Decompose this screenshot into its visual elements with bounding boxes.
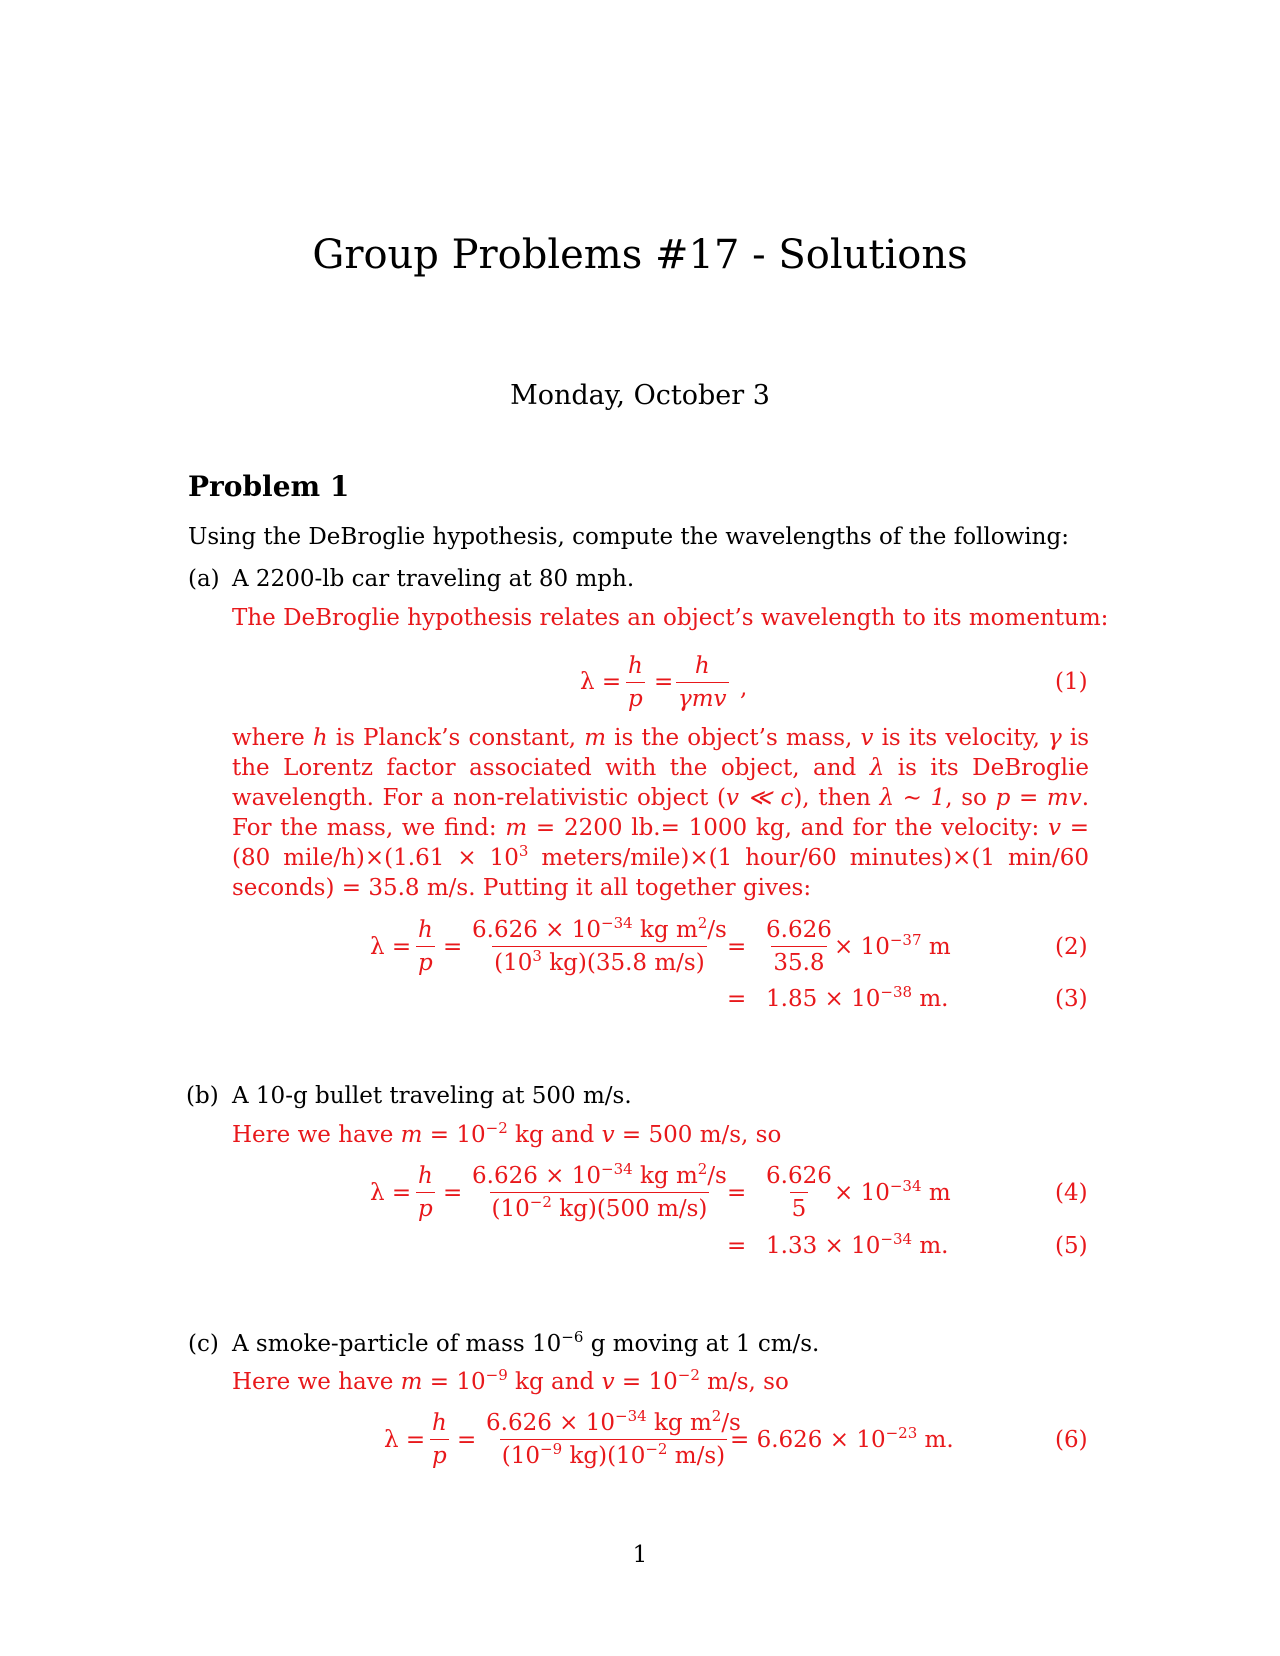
eq3-number: (3) <box>1055 986 1088 1012</box>
part-c-label: (c) <box>188 1331 219 1357</box>
eq1-f1-num: h <box>628 653 643 679</box>
eq1-lhs: λ = <box>580 669 622 695</box>
eq5-number: (5) <box>1055 1233 1088 1259</box>
page-number: 1 <box>632 1542 648 1568</box>
eq4-main-fraction: $\frac{6.626 \times 10^{-34} kg m^2/s}{(10^{-2} kg)(500 m/s)}$ <box>472 1160 727 1222</box>
part-b-prompt: A 10-g bullet traveling at 500 m/s. <box>232 1083 632 1109</box>
problem-heading: Problem 1 <box>188 470 350 503</box>
eq6-number: (6) <box>1055 1427 1088 1453</box>
part-a-explanation: where h is Planck’s constant, m is the object’s mass, v is its velocity, γ is the Lorentz factor associated with the object, and λ is its DeBroglie wavelength. For a non-relativistic object (v ≪ c), then λ ∼ 1, so p = mv. For the mass, we find: m = 2200 lb.= 1000 kg, and for the velocity: v = (80 mile/h)×(1.61 × $10^3$ meters/mile)×(1 hour/60 minutes)×(1 min/60 seconds) = 35.8 m/s. Putting it all together gives: <box>232 725 1090 901</box>
document-title: Group Problems #17 - Solutions <box>312 232 968 278</box>
eq1-tail: , <box>740 675 748 701</box>
eq4-number: (4) <box>1055 1180 1088 1206</box>
part-c-prompt: A smoke-particle of mass $10^{-6}$ g moving at 1 cm/s. <box>232 1328 820 1357</box>
eq1-fraction-1 <box>626 653 645 712</box>
eq1-f1-den: p <box>626 682 645 712</box>
part-b-label: (b) <box>186 1083 219 1109</box>
eq4-rhs-fraction: $\frac{6.626}{5}$ <box>766 1163 832 1222</box>
eq6-main-fraction: $\frac{6.626 \times 10^{-34} kg m^2/s}{(10^{-9} kg)(10^{-2} m/s)}$ <box>486 1407 741 1469</box>
eq5-value: $1.33 \times 10^{-34}$ m. <box>766 1230 949 1259</box>
eq4-h-over-p: $\frac{h}{p}$ <box>418 1163 433 1222</box>
eq6-result: = $6.626 \times 10^{-23}$ m. <box>730 1424 954 1453</box>
eq1-fraction-2 <box>676 653 729 712</box>
eq4-rhs-factor: × $10^{-34}$ m <box>834 1177 951 1206</box>
eq1-number: (1) <box>1055 669 1088 695</box>
part-b-lead: Here we have $m = 10^{-2}$ kg and v = 500 m/s, so <box>232 1119 782 1148</box>
eq2-main-fraction: $\frac{6.626 \times 10^{-34} kg m^2/s}{(10^3 kg)(35.8 m/s)}$ <box>472 914 727 976</box>
eq3-value: $1.85 \times 10^{-38}$ m. <box>766 983 949 1012</box>
part-a-lead: The DeBroglie hypothesis relates an object’s wavelength to its momentum: <box>232 605 1109 631</box>
eq1-f2-num: h <box>694 653 710 679</box>
part-a-label: (a) <box>188 566 220 592</box>
eq2-rhs-fraction: $\frac{6.626}{35.8}$ <box>766 917 832 976</box>
eq1-f2-den: γmv <box>676 682 729 712</box>
part-a-prompt: A 2200-lb car traveling at 80 mph. <box>232 566 635 592</box>
eq6-h-over-p: $\frac{h}{p}$ <box>432 1410 447 1469</box>
problem-intro: Using the DeBroglie hypothesis, compute the wavelengths of the following: <box>188 524 1069 550</box>
eq2-h-over-p: $\frac{h}{p}$ <box>418 917 433 976</box>
part-c-lead: Here we have $m = 10^{-9}$ kg and $v = 10^{-2}$ m/s, so <box>232 1366 789 1395</box>
document-date: Monday, October 3 <box>510 380 770 411</box>
eq2-number: (2) <box>1055 934 1088 960</box>
document-page: Group Problems #17 - Solutions Monday, October 3 Problem 1 Using the DeBroglie hypothesis, compute the wavelengths of the following: (a) A 2200-lb car traveling at 80 mph. The DeBroglie hypothesis relates an object’s wavelength to its momentum: λ = $\frac{h}{p}$ = h γmv , (1) where h is Planck’s constant, m is the object’s mass, v is its velocity, γ is the Lorentz factor associated with the object, and λ is its DeBroglie wavelength. For a non-relativistic object (v ≪ c), then λ ∼ 1, so p = mv. For the mass, we find: m = 2200 lb.= 1000 kg, and for the velocity: v = (80 mile/h)×(1.61 × $10^3$ meters/mile)×(1 hour/60 minutes)×(1 min/60 seconds) = 35.8 m/s. Putting it all together gives: λ = $\frac{h}{p}$ = $\frac{6.626 \times 10^{-34} kg m^2/s}{(10^3 kg)(35.8 m/s)}$ = $\frac{6.626}{35.8}$ × $10^{-37}$ m (2) = $1.85 \times 10^{-38}$ m. (3) (b) A 10-g bullet traveling at 500 m/s. Here we have $m = 10^{-2}$ kg and v = 500 m/s, so λ = $\frac{h}{p}$ = $\frac{6.626 \times 10^{-34} kg m^2/s}{(10^{-2} kg)(500 m/s)}$ = $\frac{6.626}{5}$ × $10^{-34}$ m (4) = $1.33 \times 10^{-34}$ m. (5) (c) A smoke-particle of mass $10^{-6}$ g moving at 1 cm/s. Here we have $m = 10^{-9}$ kg and $v = 10^{-2}$ m/s, so λ = $\frac{h}{p}$ = $\frac{6.626 \times 10^{-34} kg m^2/s}{(10^{-9} kg)(10^{-2} m/s)}$ = $6.626 \times 10^{-23}$ m. (6) 1 <box>0 0 1280 1656</box>
eq2-rhs-factor: × $10^{-37}$ m <box>834 931 951 960</box>
